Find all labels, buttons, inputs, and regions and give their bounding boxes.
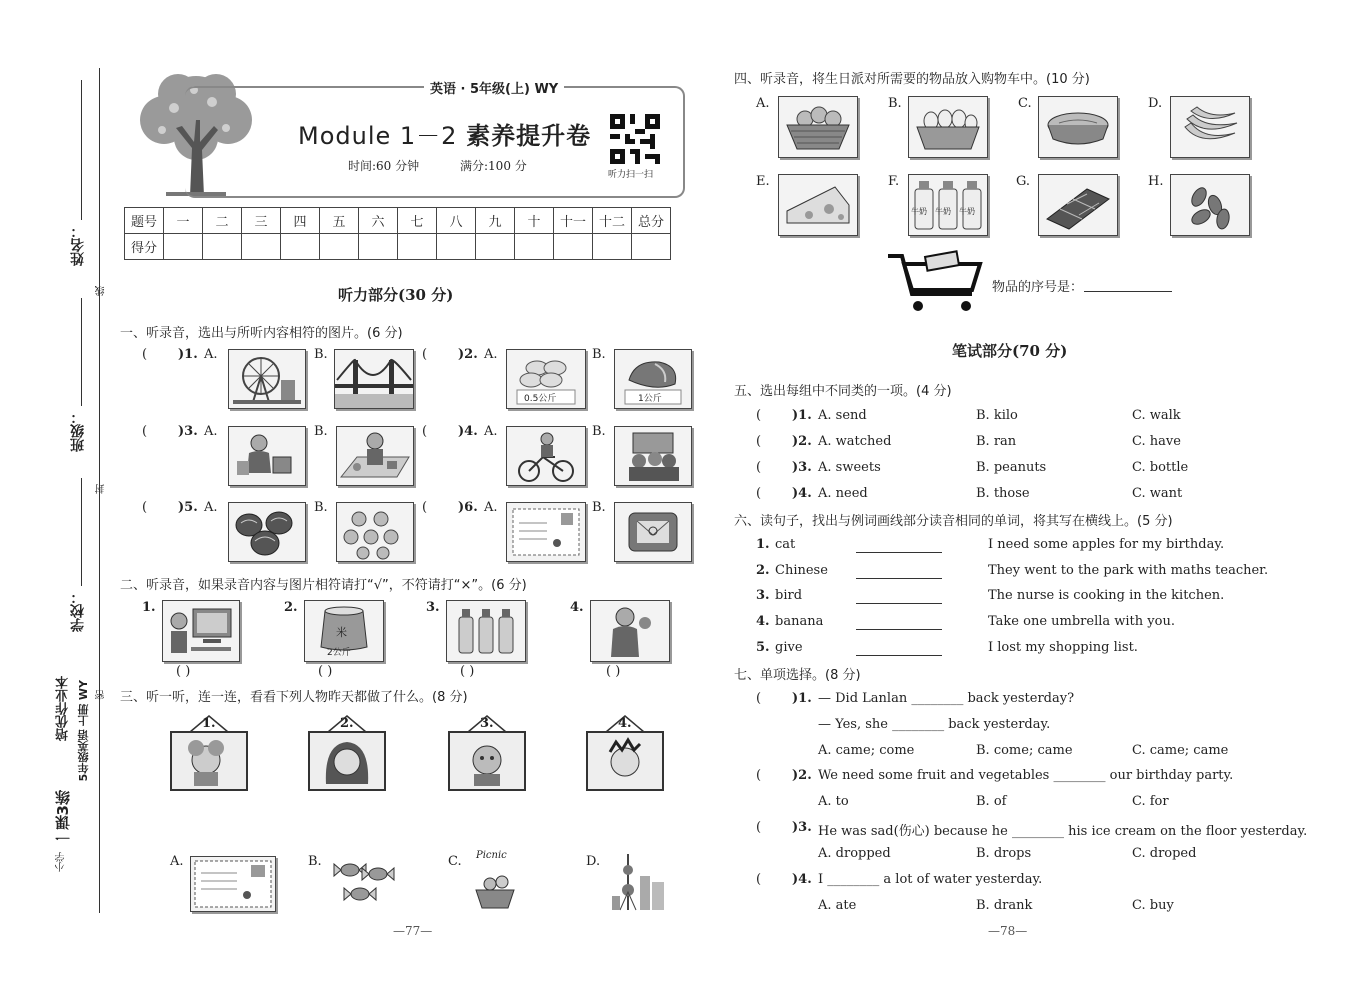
score-row-values xyxy=(125,234,671,260)
q7-option-a[interactable]: A. ate xyxy=(818,898,857,913)
q6-sentence: Take one umbrella with you. xyxy=(988,614,1175,629)
answer-paren[interactable]: ( xyxy=(756,820,762,835)
q7-option-c[interactable]: C. came; came xyxy=(1132,743,1229,758)
q4-option-label: C. xyxy=(1018,96,1032,111)
score-cell: 一 xyxy=(164,208,203,234)
q2-item-number: 1. xyxy=(142,600,156,615)
weight-caption: 1公斤 xyxy=(638,394,662,404)
writing-section-title: 笔试部分(70 分) xyxy=(952,342,1068,360)
score-cell: 八 xyxy=(437,208,476,234)
q6-sentence: I need some apples for my birthday. xyxy=(988,537,1225,552)
name-fill-line xyxy=(81,80,82,220)
q4-option-label: D. xyxy=(1148,96,1163,111)
q7-item-number: )2. xyxy=(792,768,812,783)
computer-user-picture[interactable] xyxy=(162,600,240,662)
activity-option-label: D. xyxy=(586,854,601,869)
score-cell: 六 xyxy=(359,208,398,234)
q5-option-a: A. send xyxy=(818,408,867,423)
q7-option-b[interactable]: B. come; came xyxy=(976,743,1073,758)
peanuts-picture[interactable] xyxy=(1170,174,1250,236)
answer-paren[interactable]: ( xyxy=(756,872,762,887)
option-b-label: B. xyxy=(592,424,606,439)
answer-paren[interactable]: ( xyxy=(142,500,148,515)
score-input[interactable] xyxy=(242,234,281,260)
q2-item-number: 2. xyxy=(284,600,298,615)
score-cell: 二 xyxy=(203,208,242,234)
bananas-picture[interactable] xyxy=(1170,96,1250,158)
brand-label: 小学 xyxy=(56,852,67,872)
score-cell: 十二 xyxy=(593,208,632,234)
q7-option-a[interactable]: A. dropped xyxy=(818,846,891,861)
girl-shopping-picture[interactable] xyxy=(228,426,306,486)
q5-item-number: )4. xyxy=(792,486,812,501)
series-logo: 一课3练 xyxy=(54,790,72,846)
answer-paren[interactable]: ( xyxy=(142,424,148,439)
score-table xyxy=(124,207,671,260)
activity-option-label: A. xyxy=(170,854,184,869)
q5-option-a: A. sweets xyxy=(818,460,881,475)
q6-title: 六、读句子，找出与例词画线部分读音相同的单词，将其写在横线上。(5 分) xyxy=(734,514,1173,529)
q6-sentence: I lost my shopping list. xyxy=(988,640,1138,655)
milk-bottles-picture[interactable] xyxy=(908,174,988,236)
option-a-label: A. xyxy=(484,424,498,439)
q4-option-label: H. xyxy=(1148,174,1164,189)
option-a-label: A. xyxy=(484,347,498,362)
q6-example-word: cat xyxy=(775,537,796,552)
activity-option-label: B. xyxy=(308,854,322,869)
score-input[interactable] xyxy=(398,234,437,260)
q6-sentence: The nurse is cooking in the kitchen. xyxy=(988,588,1225,603)
family-watching-picture[interactable] xyxy=(614,426,692,486)
page-number-left: —77— xyxy=(393,924,433,938)
score-input[interactable] xyxy=(476,234,515,260)
q5-item-number: )2. xyxy=(792,434,812,449)
score-cell: 题号 xyxy=(125,208,164,234)
portrait-number: 1. xyxy=(202,716,216,731)
q4-title: 四、听录音，将生日派对所需要的物品放入购物车中。(10 分) xyxy=(734,72,1090,87)
score-input[interactable] xyxy=(554,234,593,260)
score-cell: 十一 xyxy=(554,208,593,234)
q7-option-c[interactable]: C. for xyxy=(1132,794,1169,809)
score-input[interactable] xyxy=(320,234,359,260)
q6-item-number: 5. xyxy=(756,640,770,655)
q4-answer-blank[interactable] xyxy=(1084,277,1172,292)
option-b-label: B. xyxy=(314,500,328,515)
q2-title: 二、听录音，如果录音内容与图片相符请打“√”，不符请打“×”。(6 分) xyxy=(120,578,527,593)
eggs-basket-picture[interactable] xyxy=(908,96,988,158)
activity-option-label: C. xyxy=(448,854,462,869)
qr-code-icon[interactable] xyxy=(610,114,660,164)
q6-answer-blank[interactable] xyxy=(856,589,942,604)
q6-item-number: 3. xyxy=(756,588,770,603)
q7-stem: He was sad(伤心) because he ________ his ice cream on the floor yesterday. xyxy=(818,824,1308,839)
option-a-label: A. xyxy=(484,500,498,515)
answer-paren[interactable]: ( ) xyxy=(318,664,333,679)
q7-stem-reply: — Yes, she ________ back yesterday. xyxy=(818,717,1051,732)
grade-book-label: 5年级英语 上册 WY xyxy=(77,680,90,782)
q5-option-c: C. walk xyxy=(1132,408,1181,423)
q5-option-a: A. need xyxy=(818,486,868,501)
postcard-picture[interactable] xyxy=(506,502,586,562)
time-limit: 时间:60 分钟 xyxy=(348,159,420,173)
score-cell: 七 xyxy=(398,208,437,234)
portrait-number: 2. xyxy=(340,716,354,731)
q5-option-a: A. watched xyxy=(818,434,892,449)
score-cell: 九 xyxy=(476,208,515,234)
q5-item-number: )1. xyxy=(792,408,812,423)
subject-label: 英语 · 5年级(上) WY xyxy=(424,78,564,97)
answer-paren[interactable]: ( ) xyxy=(606,664,621,679)
q7-stem: — Did Lanlan ________ back yesterday? xyxy=(818,691,1075,706)
q4-option-label: F. xyxy=(888,174,900,189)
chocolate-picture[interactable] xyxy=(1038,174,1118,236)
q7-option-a[interactable]: A. came; come xyxy=(818,743,915,758)
q5-option-c: C. have xyxy=(1132,434,1181,449)
class-fill-line xyxy=(81,298,82,406)
q1-item-number: )2. xyxy=(458,347,478,362)
bridge-picture[interactable] xyxy=(334,349,414,409)
score-input[interactable] xyxy=(515,234,554,260)
answer-paren[interactable]: ( xyxy=(756,408,762,423)
oranges-picture[interactable] xyxy=(336,502,414,562)
girl-eating-picture[interactable] xyxy=(590,600,670,662)
q4-option-label: A. xyxy=(756,96,770,111)
full-score: 满分:100 分 xyxy=(460,159,527,173)
portrait-number: 4. xyxy=(618,716,632,731)
cut-mark-seal: 封 xyxy=(96,484,107,494)
q6-example-word: banana xyxy=(775,614,824,629)
q7-option-a[interactable]: A. to xyxy=(818,794,849,809)
fruit-basket-picture[interactable] xyxy=(778,96,858,158)
option-a-label: A. xyxy=(204,500,218,515)
q4-option-label: B. xyxy=(888,96,902,111)
q1-title: 一、听录音，选出与所听内容相符的图片。(6 分) xyxy=(120,326,403,341)
answer-paren[interactable]: ( ) xyxy=(176,664,191,679)
q6-item-number: 2. xyxy=(756,563,770,578)
school-fill-line xyxy=(81,478,82,586)
score-input[interactable] xyxy=(437,234,476,260)
weight-caption: 0.5公斤 xyxy=(524,394,557,404)
q6-item-number: 1. xyxy=(756,537,770,552)
q7-item-number: )3. xyxy=(792,820,812,835)
q1-item-number: )4. xyxy=(458,424,478,439)
picnic-caption: Picnic xyxy=(476,850,507,861)
score-input[interactable] xyxy=(632,234,671,260)
tower-activity-picture[interactable] xyxy=(610,852,668,912)
boy-bike-picture[interactable] xyxy=(506,426,586,486)
q7-option-b[interactable]: B. drank xyxy=(976,898,1033,913)
q6-example-word: give xyxy=(775,640,803,655)
q5-title: 五、选出每组中不同类的一项。(4 分) xyxy=(734,384,952,399)
score-input[interactable] xyxy=(281,234,320,260)
q5-option-b: B. kilo xyxy=(976,408,1018,423)
q5-item-number: )3. xyxy=(792,460,812,475)
q4-option-label: E. xyxy=(756,174,770,189)
option-a-label: A. xyxy=(204,347,218,362)
rice-label: 米 xyxy=(336,626,347,639)
q6-sentence: They went to the park with maths teacher. xyxy=(988,563,1269,578)
answer-paren[interactable]: ( xyxy=(756,768,762,783)
q6-answer-blank[interactable] xyxy=(856,615,942,630)
school-label: 学校： xyxy=(70,590,86,632)
q7-option-b[interactable]: B. drops xyxy=(976,846,1032,861)
q6-answer-blank[interactable] xyxy=(856,641,942,656)
q2-item-number: 3. xyxy=(426,600,440,615)
score-row-header xyxy=(125,208,671,234)
score-cell: 四 xyxy=(281,208,320,234)
q5-option-c: C. bottle xyxy=(1132,460,1189,475)
option-b-label: B. xyxy=(592,500,606,515)
title-module: Module 1－2 xyxy=(298,122,458,150)
q5-option-c: C. want xyxy=(1132,486,1183,501)
sweets-activity-picture[interactable] xyxy=(326,852,406,910)
answer-paren[interactable]: ( xyxy=(142,347,148,362)
postcard-activity-picture[interactable] xyxy=(190,856,276,912)
class-label: 班级： xyxy=(70,410,86,452)
score-input[interactable] xyxy=(164,234,203,260)
answer-paren[interactable]: ( xyxy=(756,434,762,449)
option-b-label: B. xyxy=(314,424,328,439)
score-cell: 十 xyxy=(515,208,554,234)
option-b-label: B. xyxy=(314,347,328,362)
shopping-cart-icon[interactable] xyxy=(886,250,986,316)
score-input[interactable] xyxy=(593,234,632,260)
cut-mark-secret: 密 xyxy=(96,690,107,700)
option-b-label: B. xyxy=(592,347,606,362)
series-subtitle: 培优作业本 xyxy=(56,676,71,741)
q1-item-number: )5. xyxy=(178,500,198,515)
q4-answer-label: 物品的序号是： xyxy=(992,280,1084,295)
name-label: 姓名： xyxy=(70,224,86,266)
q6-example-word: Chinese xyxy=(775,563,828,578)
answer-paren[interactable]: ( xyxy=(422,424,428,439)
water-bottles-picture[interactable] xyxy=(446,600,526,662)
milk-label: 牛奶 xyxy=(959,207,975,216)
cut-mark-line: 线 xyxy=(96,286,107,296)
q1-item-number: )1. xyxy=(178,347,198,362)
q4-option-label: G. xyxy=(1016,174,1031,189)
watermelons-picture[interactable] xyxy=(228,502,306,562)
q7-option-b[interactable]: B. of xyxy=(976,794,1007,809)
q7-option-c[interactable]: C. droped xyxy=(1132,846,1197,861)
q1-item-number: )6. xyxy=(458,500,478,515)
q6-answer-blank[interactable] xyxy=(856,564,942,579)
q7-item-number: )4. xyxy=(792,872,812,887)
score-cell: 五 xyxy=(320,208,359,234)
q6-item-number: 4. xyxy=(756,614,770,629)
milk-label: 牛奶 xyxy=(935,207,951,216)
rice-weight-caption: 2公斤 xyxy=(327,648,351,658)
answer-paren[interactable]: ( xyxy=(756,460,762,475)
score-cell: 得分 xyxy=(125,234,164,260)
q7-title: 七、单项选择。(8 分) xyxy=(734,668,861,683)
option-a-label: A. xyxy=(204,424,218,439)
q7-option-c[interactable]: C. buy xyxy=(1132,898,1174,913)
q7-item-number: )1. xyxy=(792,691,812,706)
answer-paren[interactable]: ( xyxy=(756,691,762,706)
q7-stem: We need some fruit and vegetables ________ our birthday party. xyxy=(818,768,1234,783)
milk-label: 牛奶 xyxy=(911,207,927,216)
email-picture[interactable] xyxy=(614,502,692,562)
ferris-wheel-picture[interactable] xyxy=(228,349,306,409)
answer-paren[interactable]: ( ) xyxy=(460,664,475,679)
score-input[interactable] xyxy=(203,234,242,260)
q1-item-number: )3. xyxy=(178,424,198,439)
answer-paren[interactable]: ( xyxy=(756,486,762,501)
q5-option-b: B. those xyxy=(976,486,1030,501)
answer-paren[interactable]: ( xyxy=(422,500,428,515)
pie-picture[interactable] xyxy=(1038,96,1118,158)
q3-title: 三、听一听，连一连，看看下列人物昨天都做了什么。(8 分) xyxy=(120,690,468,705)
title-chinese: 素养提升卷 xyxy=(466,121,592,150)
q6-answer-blank[interactable] xyxy=(856,538,942,553)
q5-option-b: B. ran xyxy=(976,434,1017,449)
listening-section-title: 听力部分(30 分) xyxy=(338,286,454,304)
q5-option-b: B. peanuts xyxy=(976,460,1047,475)
score-cell: 总分 xyxy=(632,208,671,234)
q6-example-word: bird xyxy=(775,588,803,603)
qr-caption: 听力扫一扫 xyxy=(608,170,654,180)
score-cell: 三 xyxy=(242,208,281,234)
q2-item-number: 4. xyxy=(570,600,584,615)
girl-picnic-picture[interactable] xyxy=(336,426,414,486)
page-title xyxy=(298,116,591,151)
score-input[interactable] xyxy=(359,234,398,260)
answer-paren[interactable]: ( xyxy=(422,347,428,362)
q7-stem: I ________ a lot of water yesterday. xyxy=(818,872,1043,887)
page-number-right: —78— xyxy=(988,924,1028,938)
cheese-picture[interactable] xyxy=(778,174,858,236)
portrait-number: 3. xyxy=(480,716,494,731)
